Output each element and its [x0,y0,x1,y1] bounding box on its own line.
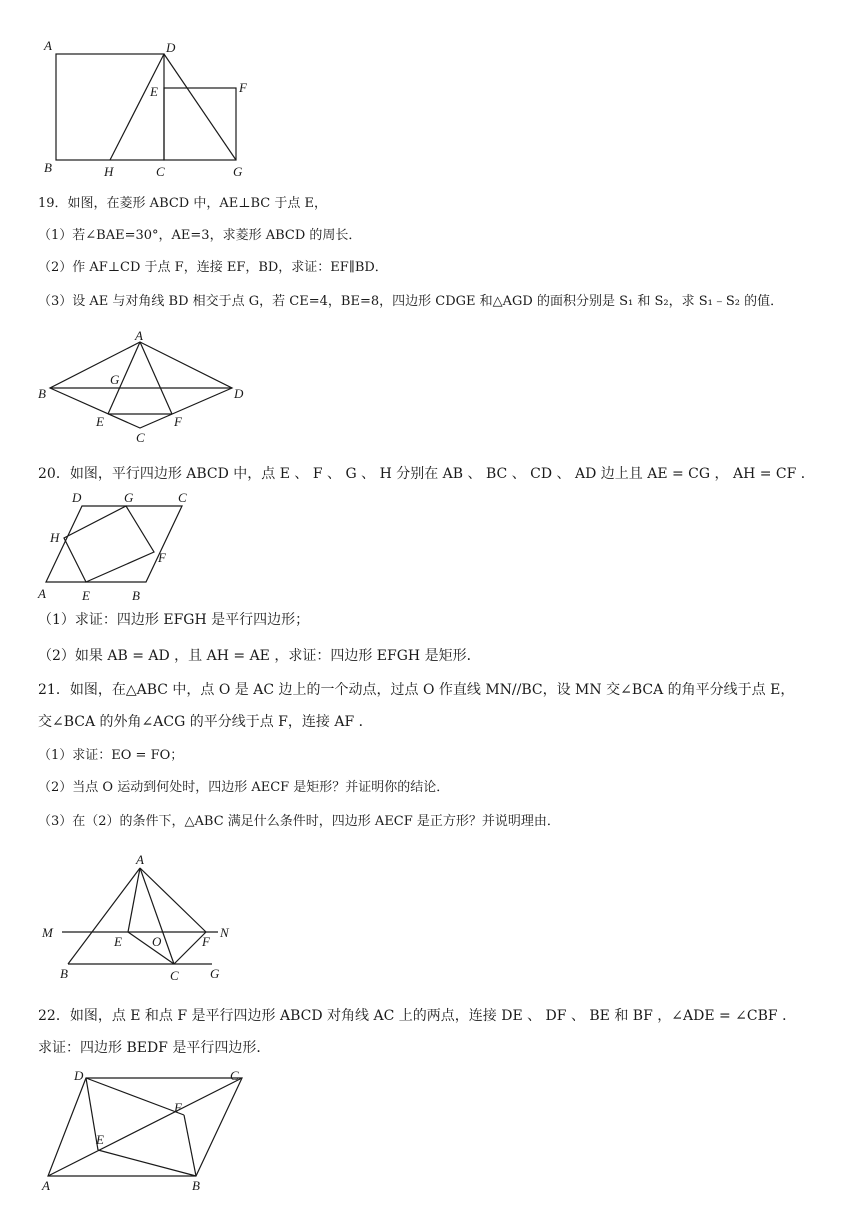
label-e: E [114,934,122,949]
label-h: H [104,164,114,179]
label-h: H [50,530,60,545]
segment-af [140,868,206,932]
q20-part1: （1）求证：四边形 EFGH 是平行四边形； [38,612,310,628]
q20-stem: 20．如图，平行四边形 ABCD 中，点 E 、 F 、 G 、 H 分别在 AB 、 BC 、 CD 、 AD 边上且 AE = CG ， AH = CF ． [38,466,815,482]
label-a: A [44,38,52,53]
quadrilateral-efgh [64,506,154,582]
figure-q18 [36,34,266,180]
q19-part3: （3）设 AE 与对角线 BD 相交于点 G，若 CE=4，BE=8，四边形 CDGE 和△AGD 的面积分别是 S₁ 和 S₂，求 S₁﹣S₂ 的值． [38,294,784,309]
q19-part2: （2）作 AF⊥CD 于点 F，连接 EF，BD，求证：EF∥BD． [38,260,388,275]
figure-q19 [36,330,256,448]
label-f: F [202,934,210,949]
label-a: A [42,1178,50,1193]
label-c: C [136,430,145,445]
segment-ab [68,868,140,964]
label-e: E [96,1132,104,1147]
label-d: D [72,490,82,505]
label-n: N [220,925,229,940]
label-e: E [150,84,158,99]
q21-stem-line2: 交∠BCA 的外角∠ACG 的平分线于点 F，连接 AF ． [38,714,373,730]
label-m: M [42,925,53,940]
label-d: D [234,386,244,401]
q21-part3: （3）在（2）的条件下，△ABC 满足什么条件时，四边形 AECF 是正方形？并说明理由． [38,814,560,829]
label-f: F [158,550,166,565]
segment-ae [128,868,140,932]
label-a: A [135,330,143,343]
square-cefg [164,88,236,160]
figure-q20 [34,488,204,604]
label-f: F [239,80,247,95]
q22-stem-line1: 22．如图，点 E 和点 F 是平行四边形 ABCD 对角线 AC 上的两点，连接 DE 、 DF 、 BE 和 BF ，∠ADE = ∠CBF ． [38,1008,797,1024]
label-g: G [210,966,220,981]
figure-q21 [36,846,246,984]
label-d: D [166,40,176,55]
segment-be [98,1150,196,1176]
segment-ec [128,932,174,964]
q21-part2: （2）当点 O 运动到何处时，四边形 AECF 是矩形？并证明你的结论． [38,780,450,795]
label-g: G [110,372,120,387]
label-b: B [38,386,46,401]
segment-df [86,1078,184,1115]
diagonal-ac [48,1078,242,1176]
label-c: C [170,968,179,983]
label-e: E [96,414,104,429]
segment-dg [164,54,236,160]
q19-stem: 19．如图，在菱形 ABCD 中，AE⊥BC 于点 E， [38,196,327,211]
segment-af [140,342,172,414]
q20-part2: （2）如果 AB = AD ，且 AH = AE ，求证：四边形 EFGH 是矩形． [38,648,481,664]
label-e: E [82,588,90,603]
q21-part1: （1）求证：EO = FO； [38,748,184,763]
figure-q22 [36,1070,258,1194]
label-a: A [136,852,144,867]
label-c: C [230,1070,239,1083]
segment-dh [110,54,164,160]
label-c: C [178,490,187,505]
segment-bf [184,1115,196,1176]
segment-ac [140,868,174,964]
rhombus-abcd [50,342,232,428]
label-b: B [44,160,52,175]
label-a: A [38,586,46,601]
q19-part1: （1）若∠BAE=30°，AE=3，求菱形 ABCD 的周长． [38,228,362,243]
label-b: B [192,1178,200,1193]
label-o: O [152,934,162,949]
square-abcd [56,54,164,160]
label-f: F [174,414,182,429]
label-b: B [132,588,140,603]
label-b: B [60,966,68,981]
q21-stem-line1: 21．如图，在△ABC 中，点 O 是 AC 边上的一个动点，过点 O 作直线 MN//BC，设 MN 交∠BCA 的角平分线于点 E， [38,682,795,698]
label-d: D [74,1070,84,1083]
q22-stem-line2: 求证：四边形 BEDF 是平行四边形． [38,1040,271,1056]
label-f: F [174,1100,182,1115]
label-c: C [156,164,165,179]
label-g: G [124,490,134,505]
label-g: G [233,164,243,179]
